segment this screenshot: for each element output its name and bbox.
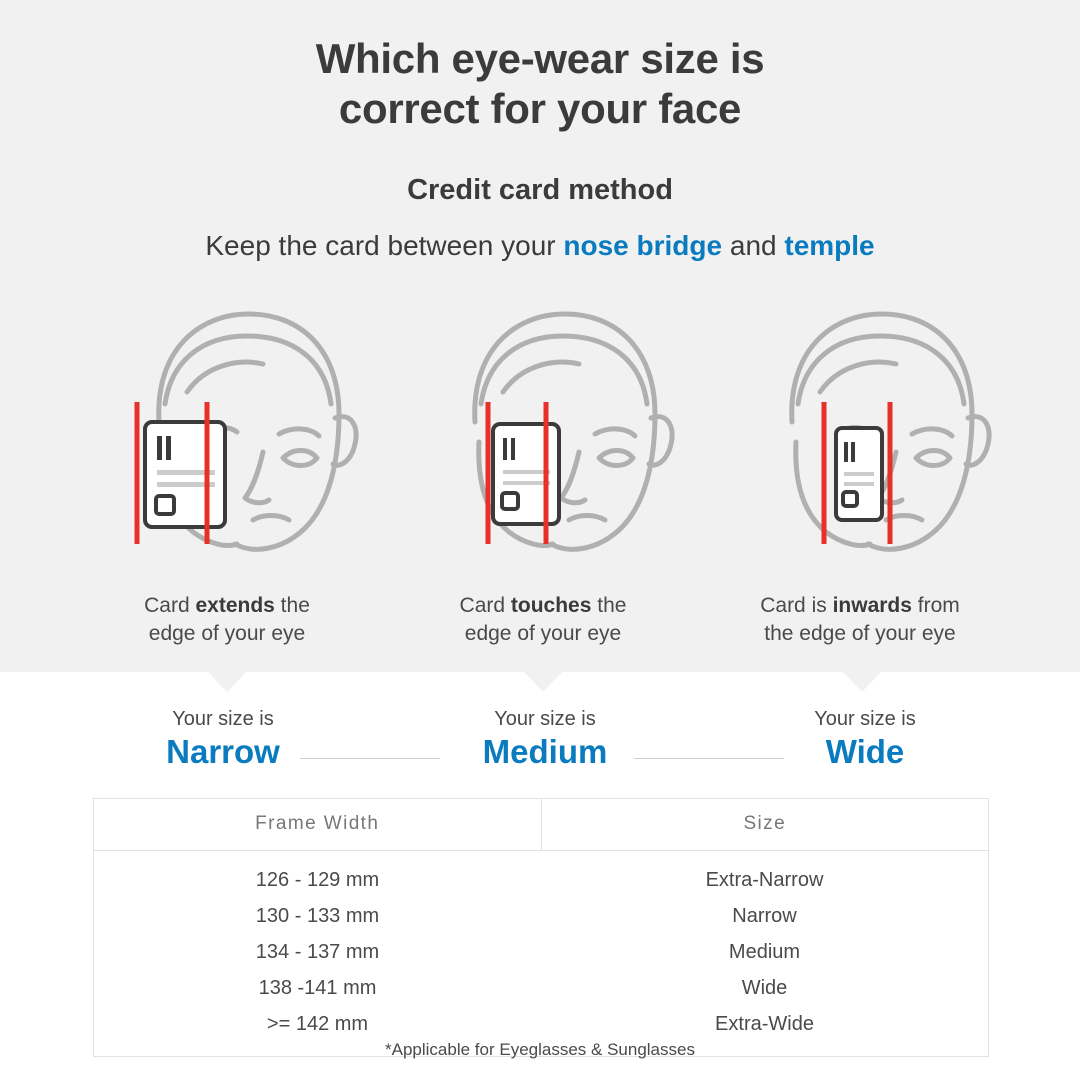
credit-card-wide [836, 428, 882, 520]
caption-prefix: Card [459, 594, 511, 617]
instruction-highlight-temple: temple [784, 230, 875, 261]
table-header-row [94, 799, 988, 851]
pointer-arrow-narrow [208, 672, 246, 692]
instruction-highlight-nose-bridge: nose bridge [563, 230, 723, 261]
size-result-prefix: Your size is [172, 708, 274, 730]
pointer-arrow-medium [524, 672, 562, 692]
caption-prefix: Card is [760, 594, 833, 617]
credit-card-narrow [145, 422, 225, 527]
instruction-prefix: Keep the card between your [205, 230, 564, 261]
table-row [94, 935, 988, 971]
face-figure-narrow [67, 292, 387, 562]
figure-caption-narrow [67, 592, 387, 648]
instruction-text [0, 230, 1080, 262]
caption-line-2: the edge of your eye [764, 622, 956, 645]
face-illustration-wide [700, 292, 1020, 562]
cell-size: Extra-Narrow [705, 869, 824, 891]
size-result-value: Medium [482, 733, 608, 770]
figure-caption-medium [383, 592, 703, 648]
cell-frame-width: 138 -141 mm [258, 977, 377, 999]
table-header-size: Size [541, 799, 988, 851]
caption-prefix: Card [144, 594, 196, 617]
face-figure-wide [700, 292, 1020, 562]
cell-size: Medium [728, 941, 801, 963]
size-result-value: Narrow [166, 733, 280, 770]
caption-suffix: the [591, 594, 627, 617]
size-connector-line-left [300, 758, 440, 759]
frame-width-size-table [93, 798, 989, 1057]
size-result-prefix: Your size is [814, 708, 916, 730]
footnote: *Applicable for Eyeglasses & Sunglasses [385, 1040, 695, 1059]
cell-size: Narrow [732, 905, 797, 927]
face-figure-medium [383, 292, 703, 562]
credit-card-medium [493, 424, 559, 524]
caption-emphasis: extends [195, 594, 275, 617]
page-title [0, 34, 1080, 134]
cell-frame-width: >= 142 mm [266, 1013, 369, 1035]
size-result-narrow [93, 706, 353, 772]
table-row [94, 899, 988, 935]
size-result-wide [735, 706, 995, 772]
instruction-middle: and [722, 230, 785, 261]
size-result-prefix: Your size is [494, 708, 596, 730]
size-results-row [0, 706, 1080, 778]
caption-suffix: from [911, 594, 960, 617]
page-subtitle: Credit card method [407, 174, 673, 206]
cell-frame-width: 126 - 129 mm [255, 869, 380, 891]
cell-size: Wide [741, 977, 788, 999]
caption-emphasis: inwards [832, 594, 912, 617]
face-illustration-narrow [67, 292, 387, 562]
size-result-medium [415, 706, 675, 772]
page-title-line-1: Which eye-wear size is [315, 35, 765, 82]
table-row [94, 851, 988, 900]
caption-line-2: edge of your eye [464, 622, 622, 645]
caption-line-2: edge of your eye [148, 622, 306, 645]
face-illustration-medium [383, 292, 703, 562]
pointer-arrow-wide [843, 672, 881, 692]
cell-frame-width: 134 - 137 mm [255, 941, 380, 963]
size-connector-line-right [634, 758, 784, 759]
cell-frame-width: 130 - 133 mm [255, 905, 380, 927]
face-figures [0, 292, 1080, 562]
figure-caption-wide [700, 592, 1020, 648]
caption-suffix: the [274, 594, 310, 617]
table-row [94, 971, 988, 1007]
size-result-value: Wide [825, 733, 905, 770]
page-title-line-2: correct for your face [338, 85, 742, 132]
caption-emphasis: touches [510, 594, 592, 617]
table-header-frame-width: Frame Width [94, 799, 541, 851]
cell-size: Extra-Wide [715, 1013, 814, 1035]
